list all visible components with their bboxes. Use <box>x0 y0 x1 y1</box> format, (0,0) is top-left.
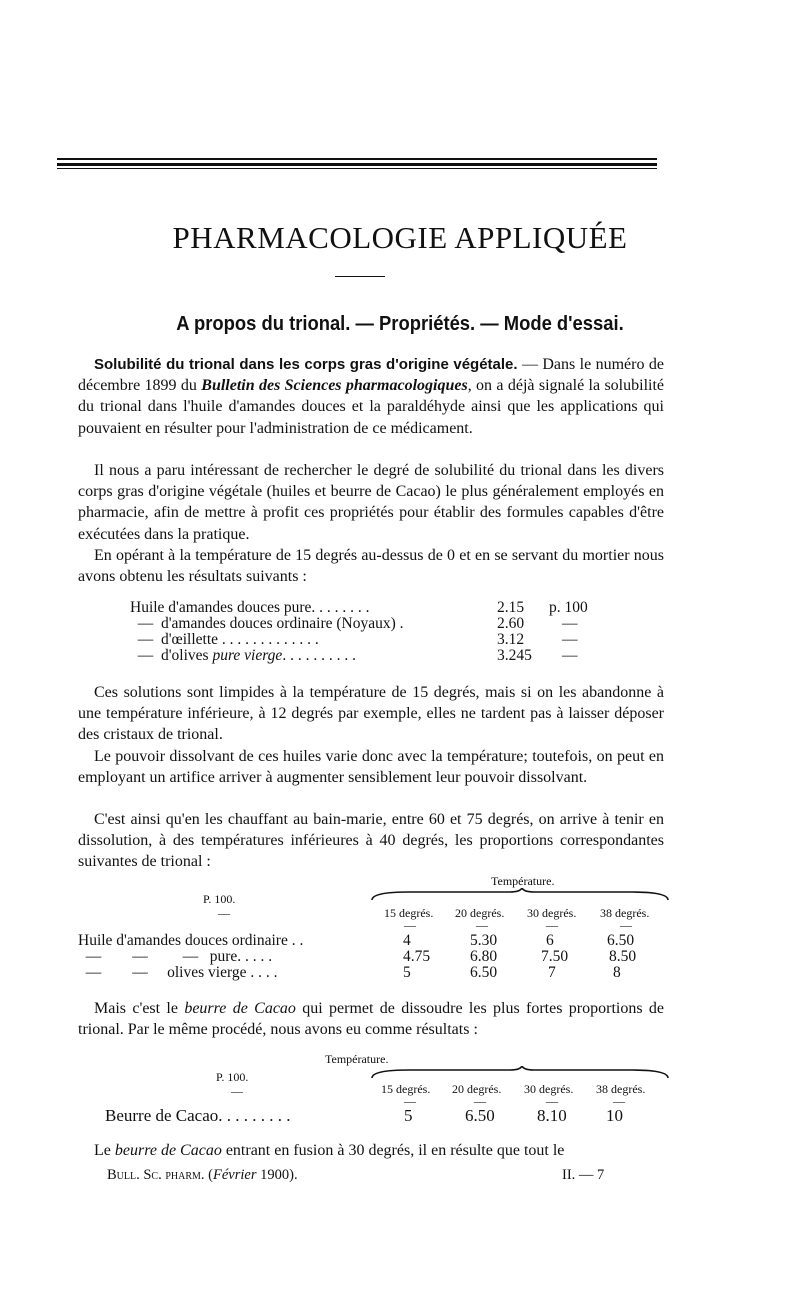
paragraph-4-text: Ces solutions sont limpides à la température de 15 degrés, mais si on les abandonne à une température inférieure, à 12 degrés par exemple, elles ne tardent pas à laisser déposer des cristaux de trional. <box>78 684 664 744</box>
table-header: 38 degrés. <box>600 906 650 920</box>
paragraph-6 <box>78 809 664 873</box>
list-item <box>130 616 600 632</box>
list-item-value: 3.245 <box>497 647 532 664</box>
paragraph-2-text: Il nous a paru intéressant de rechercher le degré de solubilité du trional dans les divers corps gras d'origine végétale (huiles et beurre de Cacao) le plus généralement employés en pharmacie, afin de mettre à profit ces propriétés pour établir des formules capables d'être exécutées dans la pratique. <box>78 462 664 543</box>
table-header: 20 degrés. <box>455 906 505 920</box>
paragraph-1-lead: Solubilité du trional dans les corps gras d'origine végétale. <box>94 356 518 373</box>
table-cell: 4 <box>403 932 411 949</box>
list-item <box>130 600 600 616</box>
solubility-list <box>130 600 600 664</box>
table-header: 38 degrés. <box>596 1082 646 1096</box>
footer-signature: II. — 7 <box>562 1167 605 1183</box>
table-cell: 6.50 <box>465 1106 495 1125</box>
header-dash: — <box>546 918 558 932</box>
list-item-label-post: . . . . . . . . . . <box>282 647 356 664</box>
table-row-label: Huile d'amandes douces ordinaire . . <box>78 932 304 949</box>
paragraph-8-text-b: entrant en fusion à 30 degrés, il en résulte que tout le <box>221 1142 565 1159</box>
table-cell: 5.30 <box>470 932 498 949</box>
paragraph-8-italic: beurre de Cacao <box>114 1142 222 1159</box>
list-item <box>130 632 600 648</box>
top-rule-thin <box>57 168 657 169</box>
table-cell: 5 <box>403 964 411 981</box>
paragraph-7-text-b: qui permet de dissoudre les plus fortes proportions de trional. Par le même procédé, nous avons eu comme résultats : <box>78 1000 664 1039</box>
top-rule-thick <box>57 163 657 166</box>
table-row-label: — — olives vierge . . . . <box>78 964 278 981</box>
list-item-label-italic: pure vierge <box>212 647 283 664</box>
paragraph-8 <box>78 1140 664 1161</box>
paragraph-7-italic: beurre de Cacao <box>184 1000 296 1017</box>
header-dash: — <box>404 918 416 932</box>
header-dash: — <box>474 1094 486 1108</box>
list-item-label-pre: — d'olives <box>130 647 213 664</box>
table-header: 15 degrés. <box>384 906 434 920</box>
paragraph-7 <box>78 998 664 1040</box>
journal-name: Bulletin des Sciences pharmacologiques <box>201 377 468 395</box>
page-title: PHARMACOLOGIE APPLIQUÉE <box>172 220 628 255</box>
table-cell: 8.10 <box>537 1106 567 1125</box>
p100-label: P. 100. <box>216 1070 249 1084</box>
table-row-label: Beurre de Cacao. . . . . . . . . <box>105 1106 291 1125</box>
table-cell: 7.50 <box>541 948 569 965</box>
list-item-unit: — <box>562 647 578 664</box>
list-item-unit: — <box>562 615 578 632</box>
temperature-label: Température. <box>325 1052 389 1066</box>
table-row-label: — — — pure. . . . . <box>78 948 273 965</box>
paragraph-3 <box>78 545 664 587</box>
temperature-label: Température. <box>491 874 555 888</box>
footer-year: 1900). <box>256 1167 298 1183</box>
footer-month: Février <box>213 1167 257 1183</box>
table-cell: 6.50 <box>607 932 635 949</box>
paragraph-1-text-b: , on a déjà signalé la solubilité du trional dans l'huile d'amandes douces et la paraldéhyde ainsi que les applications qui pouvaient en résulter pour l'administration de ce médicament. <box>78 377 665 437</box>
table-cell: 6.80 <box>470 948 498 965</box>
table-1 <box>0 874 800 984</box>
table-cell: 8 <box>613 964 621 981</box>
table-header: 30 degrés. <box>527 906 577 920</box>
table-cell: 4.75 <box>403 948 431 965</box>
paragraph-6-text: C'est ainsi qu'en les chauffant au bain-marie, entre 60 et 75 degrés, on arrive à tenir en dissolution, à des températures inférieures à 40 degrés, les proportions correspondantes suivantes de trional : <box>78 811 664 871</box>
paragraph-8-text-a: Le <box>94 1142 115 1159</box>
table-cell: 10 <box>606 1106 623 1125</box>
paragraph-5 <box>78 746 664 788</box>
paragraph-2 <box>78 460 664 545</box>
table-cell: 8.50 <box>609 948 637 965</box>
paragraph-4 <box>78 682 664 746</box>
list-item-unit: p. 100 <box>549 599 588 616</box>
p100-label: P. 100. <box>203 892 236 906</box>
table-cell: 7 <box>548 964 556 981</box>
top-rule <box>57 158 657 160</box>
table-cell: 6.50 <box>470 964 498 981</box>
paragraph-5-text: Le pouvoir dissolvant de ces huiles varie donc avec la température; toutefois, on peut en employant un artifice arriver à augmenter sensiblement leur pouvoir dissolvant. <box>78 748 664 787</box>
paragraph-7-text-a: Mais c'est le <box>94 1000 185 1017</box>
table-header: 15 degrés. <box>381 1082 431 1096</box>
p100-dash: — <box>231 1084 243 1098</box>
paragraph-1 <box>78 354 664 439</box>
list-item-value: 2.15 <box>497 599 525 616</box>
list-item-unit: — <box>562 631 578 648</box>
header-dash: — <box>620 918 632 932</box>
footer-journal: Bull. Sc. pharm. ( <box>107 1167 213 1183</box>
table-2 <box>0 1052 800 1132</box>
temperature-brace <box>370 888 670 902</box>
header-dash: — <box>546 1094 558 1108</box>
list-item-label: — d'amandes douces ordinaire (Noyaux) . <box>130 615 404 632</box>
temperature-brace <box>370 1066 670 1080</box>
header-dash: — <box>613 1094 625 1108</box>
article-heading: A propos du trional. — Propriétés. — Mode d'essai. <box>176 313 624 335</box>
table-header: 30 degrés. <box>524 1082 574 1096</box>
list-item <box>130 648 600 664</box>
header-dash: — <box>404 1094 416 1108</box>
paragraph-1-text-a: — Dans le numéro de décembre 1899 du <box>78 356 664 395</box>
table-cell: 5 <box>404 1106 413 1125</box>
list-item-value: 3.12 <box>497 631 525 648</box>
list-item-label <box>130 648 356 664</box>
paragraph-3-text: En opérant à la température de 15 degrés au-dessus de 0 et en se servant du mortier nous avons obtenu les résultats suivants : <box>78 547 664 586</box>
footer-citation <box>107 1167 298 1184</box>
list-item-label: — d'œillette . . . . . . . . . . . . . <box>130 631 319 648</box>
title-divider <box>335 276 385 277</box>
table-header: 20 degrés. <box>452 1082 502 1096</box>
header-dash: — <box>476 918 488 932</box>
list-item-label: Huile d'amandes douces pure. . . . . . . . <box>130 599 370 616</box>
p100-dash: — <box>218 906 230 920</box>
list-item-value: 2.60 <box>497 615 525 632</box>
table-cell: 6 <box>546 932 554 949</box>
